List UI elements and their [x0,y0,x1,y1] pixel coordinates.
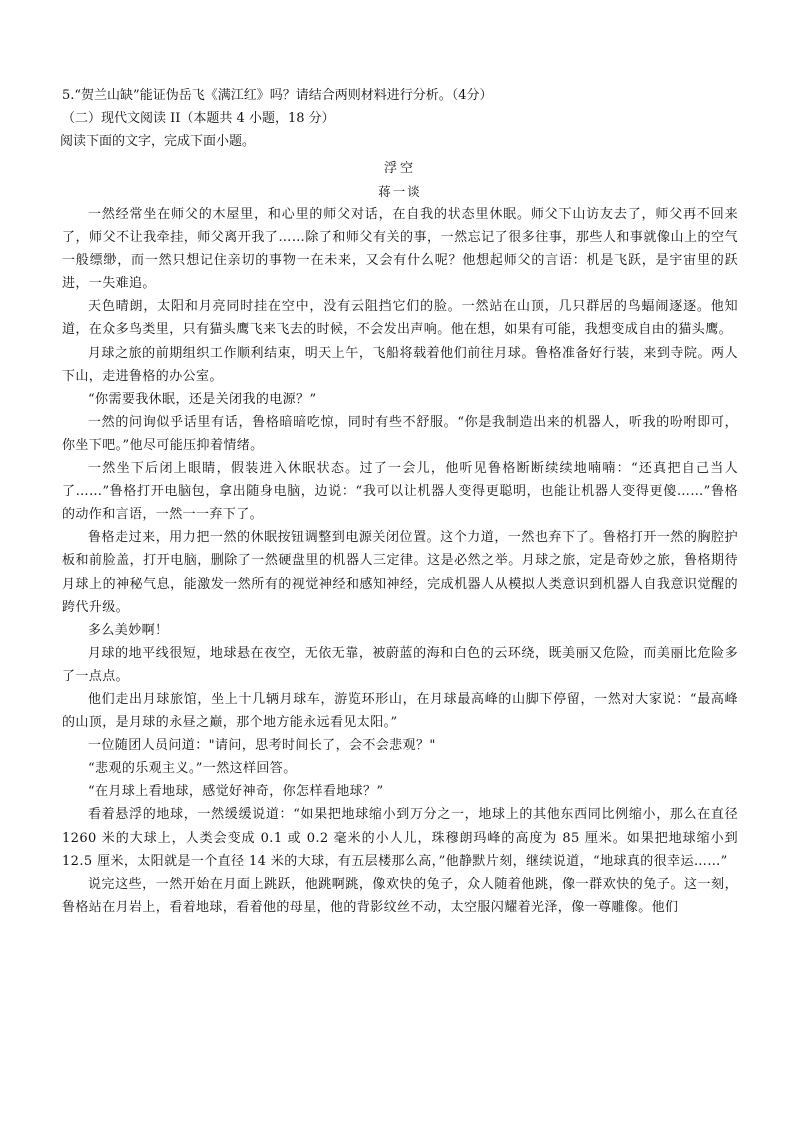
paragraph: 天色晴朗，太阳和月亮同时挂在空中，没有云阻挡它们的脸。一然站在山顶，几只群居的鸟蝠闹逐逐。他知道，在众多鸟类里，只有猫头鹰飞来飞去的时候，不会发出声响。他在想，如果有可能，我想变成自由的猫头鹰。 [62,299,738,338]
article-title: 浮空 [383,161,416,176]
paragraph: 他们走出月球旅馆，坐上十几辆月球车，游览环形山，在月球最高峰的山脚下停留，一然对大家说：“最高峰的山顶，是月球的永昼之巅，那个地方能永远看见太阳。” [62,691,738,731]
paragraph: “在月球上看地球，感觉好神奇，你怎样看地球？” [88,784,384,800]
paragraph: 月球的地平线很短，地球悬在夜空，无依无靠，被蔚蓝的海和白色的云环绕，既美丽又危险，而美丽比危险多了一点点。 [62,645,738,684]
paragraph: 看着悬浮的地球，一然缓缓说道：“如果把地球缩小到万分之一，地球上的其他东西同比例缩小，那么在直径 1260 米的大球上，人类会变成 0.1 或 0.2 毫米的小人儿，珠穆朗玛峰的高度为 85 厘米。如果把地球缩小到 12.5 厘米，太阳就是一个直径 14 米的大球，有五层楼那么高，”他静默片刻，继续说道，“地球真的很幸运……” [62,807,738,869]
paragraph: 鲁格走过来，用力把一然的休眠按钮调整到电源关闭位置。这个力道，一然也弃下了。鲁格打开一然的胸腔护板和前脸盖，打开电脑，删除了一然硬盘里的机器人三定律。这是必然之举。月球之旅，定是奇妙之旅，鲁格期待月球上的神秘气息，能激发一然所有的视觉神经和感知神经，完成机器人从模拟人类意识到机器人自我意识觉醒的跨代升级。 [62,530,738,615]
paragraph: “你需要我休眠，还是关闭我的电源？” [88,391,317,407]
paragraph: 一然的问询似乎话里有话，鲁格暗暗吃惊，同时有些不舒服。“你是我制造出来的机器人，听我的吩咐即可，你坐下吧。”他尽可能压抑着情绪。 [62,414,738,453]
section-heading: （二）现代文阅读 II（本题共 4 小题，18 分） [62,111,335,126]
paragraph: “悲观的乐观主义。”一然这样回答。 [88,761,297,777]
paragraph: 多么美妙啊！ [88,622,169,638]
paragraph: 说完这些，一然开始在月面上跳跃，他跳啊跳，像欢快的兔子，众人随着他跳，像一群欢快的兔子。这一刻，鲁格站在月岩上，看着地球，看着他的母星，他的背影纹丝不动，太空服闪耀着光泽，像一尊雕像。他们 [62,876,738,915]
document-page [62,84,738,919]
article-author: 蒋一谈 [378,184,422,199]
article-body [62,203,738,919]
reading-instruction: 阅读下面的文字，完成下面小题。 [60,134,256,149]
paragraph: 一然经常坐在师父的木屋里，和心里的师父对话，在自我的状态里休眠。师父下山访友去了，师父再不回来了，师父不让我牵挂，师父离开我了……除了和师父有关的事，一然忘记了很多往事，那些人和事就像山上的空气一般缥缈，而一然只想记住亲切的事物一在未来，又会有什么呢？他想起师父的言语：机是飞跃，是宇宙里的跃进，一失难追。 [62,207,738,292]
paragraph: 一位随团人员问道："请问，思考时间长了，会不会悲观？" [88,738,436,754]
paragraph: 月球之旅的前期组织工作顺利结束，明天上午，飞船将载着他们前往月球。鲁格准备好行装，来到寺院。两人下山，走进鲁格的办公室。 [62,345,738,384]
question-5: 5.“贺兰山缺”能证伪岳飞《满江红》吗？请结合两则材料进行分析。（4分） [62,88,493,103]
paragraph: 一然坐下后闭上眼睛，假装进入休眠状态。过了一会儿，他听见鲁格断断续续地喃喃：“还真把自己当人了……”鲁格打开电脑包，拿出随身电脑，边说：“我可以让机器人变得更聪明，也能让机器人变得更傻……”鲁格的动作和言语，一然一一弃下了。 [62,461,738,523]
